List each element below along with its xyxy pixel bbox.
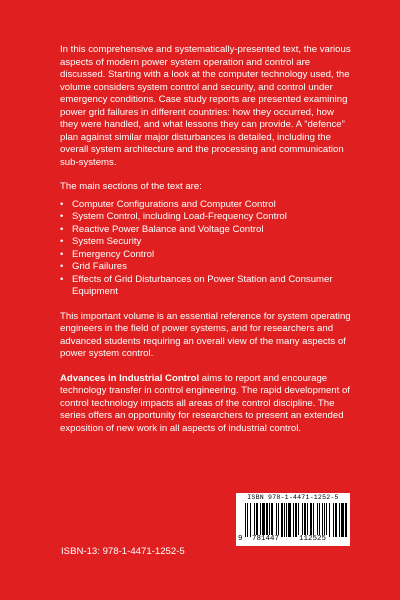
barcode-bar <box>250 503 251 537</box>
barcode-bar <box>278 503 279 537</box>
barcode-bars <box>245 503 347 537</box>
barcode-bar <box>319 503 320 537</box>
barcode <box>236 493 350 546</box>
barcode-bar <box>281 503 283 537</box>
list-item: • System Security <box>60 236 352 249</box>
barcode-bar <box>307 503 308 537</box>
back-cover-text <box>60 44 352 447</box>
audience-paragraph: This important volume is an essential reference for system operating engineers in the field of power systems, and for researchers and advanced students requiring an overall view of the many aspects of power system control. <box>60 310 351 359</box>
barcode-bar <box>247 503 248 537</box>
list-item: • Emergency Control <box>60 249 352 262</box>
barcode-bar <box>310 503 312 537</box>
barcode-bar <box>269 503 270 537</box>
barcode-bar <box>329 503 330 537</box>
barcode-bar <box>260 503 261 537</box>
barcode-bar <box>266 503 268 537</box>
barcode-bar <box>295 503 297 537</box>
barcode-bar <box>276 503 277 537</box>
barcode-bar <box>313 503 314 537</box>
barcode-bar <box>304 503 306 537</box>
barcode-bar <box>245 503 246 537</box>
barcode-bar <box>271 503 273 537</box>
barcode-bar <box>333 503 334 537</box>
intro-paragraph: In this comprehensive and systematically-presented text, the various aspects of modern power system operation and control are discussed. Starting with a look at the computer technology used, the volume considers system control and security, and control under emergency conditions. Case study reports are presented examining power grid failures in different countries: how they occurred, how they were handled, and what lessons they can provide. A “defence” plan against similar major disturbances is detailed, including the overall system architecture and the processing and communication sub-systems. <box>60 44 351 168</box>
barcode-isbn-label: ISBN 978-1-4471-1252-5 <box>247 494 339 501</box>
list-item: • Grid Failures <box>60 261 352 274</box>
barcode-bar <box>298 503 299 537</box>
series-paragraph <box>60 373 352 436</box>
barcode-bar <box>324 503 325 537</box>
barcode-bar <box>345 503 347 537</box>
barcode-bar <box>317 503 318 537</box>
barcode-bar <box>339 503 340 537</box>
barcode-bar <box>262 503 265 537</box>
barcode-bar <box>322 503 323 537</box>
barcode-bar <box>286 503 287 537</box>
sections-list <box>60 199 352 299</box>
list-item: • System Control, including Load-Frequency Control <box>60 211 352 224</box>
barcode-bar <box>254 503 255 537</box>
barcode-bar <box>293 503 294 537</box>
barcode-digits-left: 781447 <box>252 535 280 543</box>
barcode-bar <box>341 503 344 537</box>
barcode-digits-right: 112525 <box>299 535 327 543</box>
barcode-bar <box>326 503 327 537</box>
isbn-13: ISBN-13: 978-1-4471-1252-5 <box>61 546 185 557</box>
list-item: • Reactive Power Balance and Voltage Control <box>60 224 352 237</box>
barcode-bar <box>335 503 337 537</box>
series-description: aims to report and encourage technology transfer in control engineering. The rapid development of control technology impacts all areas of the control discipline. The series offers an opportunity for researchers to present an extended exposition of new work in all aspects of industrial control. <box>60 372 350 434</box>
barcode-digits <box>236 535 350 545</box>
series-name: Advances in Industrial Control <box>60 372 200 384</box>
sections-intro: The main sections of the text are: <box>60 181 202 192</box>
barcode-digit-first: 9 <box>238 535 243 543</box>
list-item: • Computer Configurations and Computer Control <box>60 199 352 212</box>
barcode-bar <box>284 503 285 537</box>
barcode-bar <box>256 503 258 537</box>
barcode-bar <box>302 503 303 537</box>
barcode-bar <box>288 503 291 537</box>
list-item: • Effects of Grid Disturbances on Power Station and Consumer Equipment <box>60 274 352 299</box>
